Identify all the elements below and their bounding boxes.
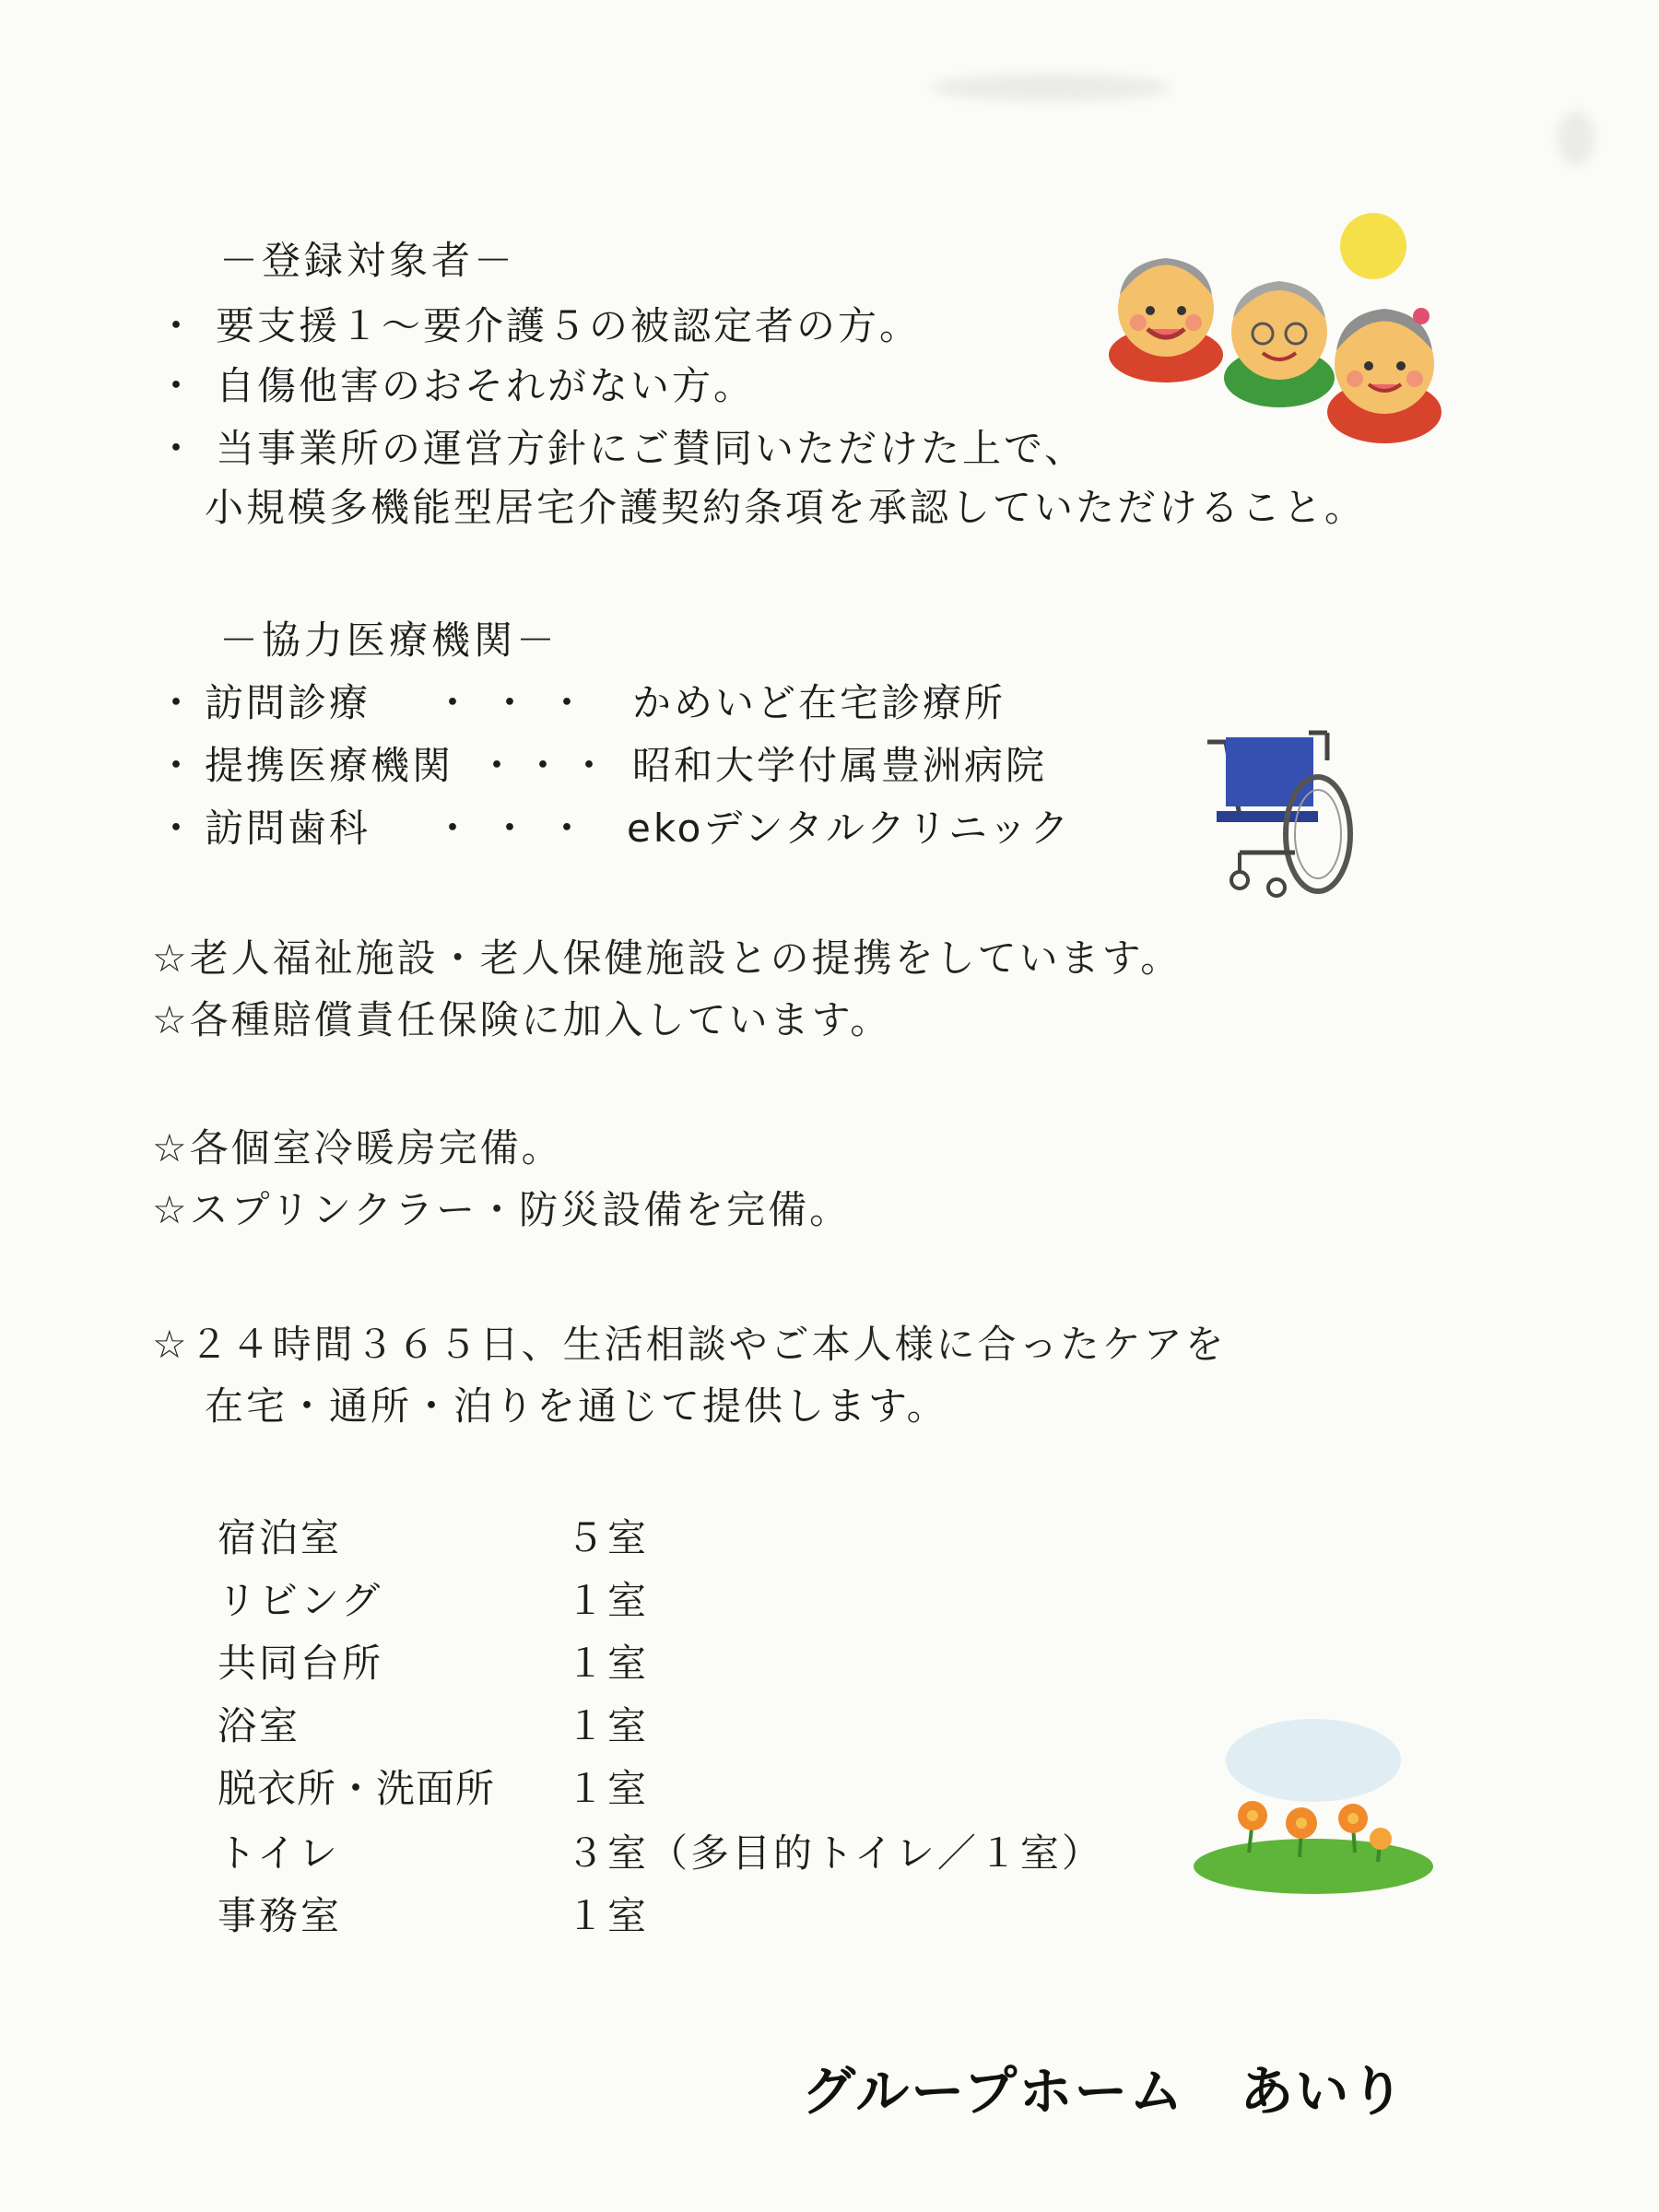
medical-row-3-dots: ・・・ xyxy=(433,806,606,851)
eligibility-item-3: 当事業所の運営方針にご賛同いただけた上で、 xyxy=(216,426,1087,471)
room-name: トイレ xyxy=(218,1830,340,1876)
note-partnership: ☆老人福祉施設・老人保健施設との提携をしています。 xyxy=(152,935,1182,981)
bullet: ・ xyxy=(157,363,196,408)
bullet: ・ xyxy=(157,303,196,348)
bullet: ・ xyxy=(157,806,196,851)
room-count: １室 xyxy=(566,1641,650,1686)
medical-row-3-value: ekoデンタルクリニック xyxy=(627,806,1072,851)
wheelchair-icon xyxy=(1207,733,1350,896)
footer-facility-name: グループホーム あいり xyxy=(802,2060,1406,2123)
bullet: ・ xyxy=(157,426,196,471)
room-name: 脱衣所・洗面所 xyxy=(218,1766,496,1811)
elderly-face-icon xyxy=(1327,308,1441,443)
room-count: １室 xyxy=(566,1703,650,1748)
room-name: 共同台所 xyxy=(218,1641,384,1686)
note-sprinkler: ☆スプリンクラー・防災設備を完備。 xyxy=(152,1187,852,1232)
room-name: 浴室 xyxy=(218,1703,301,1748)
flowers-illustration xyxy=(1184,1714,1442,1908)
medical-row-2-dots: ・・・ xyxy=(477,743,617,788)
grass-icon xyxy=(1194,1839,1433,1894)
eligibility-item-2: 自傷他害のおそれがない方。 xyxy=(216,363,756,408)
room-count: １室 xyxy=(566,1893,650,1938)
room-name: 事務室 xyxy=(218,1893,343,1938)
eligibility-item-3-continuation: 小規模多機能型居宅介護契約条項を承認していただけること。 xyxy=(205,485,1367,530)
bullet: ・ xyxy=(157,743,196,788)
elderly-face-icon xyxy=(1109,258,1223,382)
elderly-face-icon xyxy=(1224,281,1335,407)
note-insurance: ☆各種賠償責任保険に加入しています。 xyxy=(152,997,892,1042)
sun-icon xyxy=(1340,213,1406,279)
medical-row-3-label: 訪問歯科 xyxy=(205,806,371,851)
medical-row-1-label: 訪問診療 xyxy=(205,680,371,725)
medical-row-1-dots: ・・・ xyxy=(433,680,606,725)
note-air-conditioning: ☆各個室冷暖房完備。 xyxy=(152,1125,563,1171)
note-24h-care-continuation: 在宅・通所・泊りを通じて提供します。 xyxy=(205,1383,948,1429)
medical-row-2-label: 提携医療機関 xyxy=(205,743,454,788)
wheelchair-illustration xyxy=(1189,724,1364,908)
eligibility-heading: －登録対象者－ xyxy=(219,238,517,283)
room-count: ３室（多目的トイレ／１室） xyxy=(566,1830,1103,1876)
medical-row-1-value: かめいど在宅診療所 xyxy=(632,680,1006,725)
medical-row-2-value: 昭和大学付属豊洲病院 xyxy=(632,743,1048,788)
room-count: １室 xyxy=(566,1766,650,1811)
medical-heading: －協力医療機関－ xyxy=(219,618,559,663)
note-24h-care: ☆２４時間３６５日、生活相談やご本人様に合ったケアを xyxy=(152,1322,1227,1367)
room-count: １室 xyxy=(566,1578,650,1623)
room-count: ５室 xyxy=(566,1515,650,1560)
room-name: リビング xyxy=(218,1578,383,1623)
elderly-group-illustration xyxy=(1097,207,1465,465)
room-name: 宿泊室 xyxy=(218,1515,343,1560)
eligibility-item-1: 要支援１～要介護５の被認定者の方。 xyxy=(216,303,922,348)
bullet: ・ xyxy=(157,680,196,725)
